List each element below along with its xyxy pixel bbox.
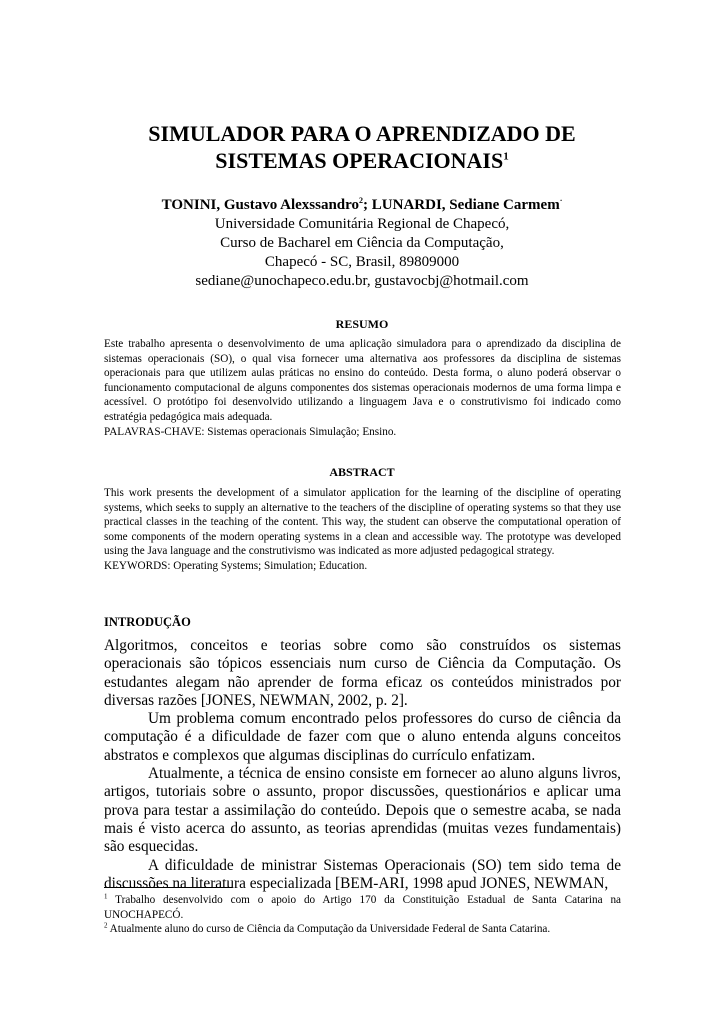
intro-paragraph-4: A dificuldade de ministrar Sistemas Operacionais (SO) tem sido tema de discussões na literatura especializada [BEM-ARI, 1998 apud JONES, NEWMAN, (104, 856, 621, 892)
resumo-text: Este trabalho apresenta o desenvolvimento de uma aplicação simuladora para o aprendizado da disciplina de sistemas operacionais (SO), o qual visa fornecer uma alternativa aos professores da disciplina de sistemas operacionais para que utilizem aulas práticas no ensino do conteúdo. Desta forma, o aluno poderá observar o funcionamento computacional de alguns componentes dos sistemas operacionais modernos de uma forma limpa e acessível. O protótipo foi desenvolvido utilizando a linguagem Java e o construtivismo foi indicado como estratégia pedagógica mais adequada. (104, 338, 621, 423)
location: Chapecó - SC, Brasil, 89809000 (264, 254, 460, 270)
author-2-mark: · (559, 196, 563, 205)
abstract-heading: ABSTRACT (329, 465, 395, 479)
abstract-text: This work presents the development of a simulator application for the learning of the discipline of operating systems, which seeks to supply an alternative to the teachers of the discipline of operating systems so that they use practical classes in the teaching of the content. This way, the student can observe the computational operation of some components of the modern operating systems in a clean and accessible way. The prototype was developed using the Java language and the construtivismo was indicated as more adjusted pedagogical strategy. (104, 487, 621, 558)
footnote-1-text: Trabalho desenvolvido com o apoio do Artigo 170 da Constituição Estadual de Santa Catarina na UNOCHAPECÓ. (104, 894, 621, 921)
title-line-1: SIMULADOR PARA O APRENDIZADO DE (148, 121, 576, 146)
resumo-keywords: PALAVRAS-CHAVE: Sistemas operacionais Simulação; Ensino. (104, 425, 397, 438)
paper-title (100, 120, 624, 174)
author-1-mark: 2 (359, 196, 364, 205)
author-2: ; LUNARDI, Sediane Carmem (363, 197, 560, 213)
intro-paragraph-2: Um problema comum encontrado pelos professores do curso de ciência da computação é a dificuldade de fazer com que o aluno entenda alguns conceitos abstratos e complexos que algumas disciplinas do currículo enfatizam. (104, 710, 621, 764)
introducao-heading: INTRODUÇÃO (104, 615, 191, 629)
footnote-2-mark: 2 (104, 921, 108, 930)
intro-paragraph-1: Algoritmos, conceitos e teorias sobre como são construídos os sistemas operacionais são tópicos essenciais num curso de Ciência da Computação. Os estudantes alegam não aprender de forma eficaz os conteúdos ministrados por diversas razões [JONES, NEWMAN, 2002, p. 2]. (104, 637, 621, 709)
resumo-section (104, 337, 621, 439)
author-1: TONINI, Gustavo Alexssandro (161, 197, 360, 213)
intro-paragraph-3: Atualmente, a técnica de ensino consiste em fornecer ao aluno alguns livros, artigos, tutoriais sobre o assunto, propor discussões, questionários e aplicar uma prova para testar a assimilação do conteúdo. Depois que o semestre acaba, se nada mais é visto acerca do assunto, as teorias aprendidas (muitas vezes fundamentais) são esquecidas. (104, 765, 621, 856)
footnote-1-mark: 1 (104, 892, 108, 901)
title-line-2 (100, 147, 624, 174)
author-block (100, 196, 624, 291)
emails: sediane@unochapeco.edu.br, gustavocbj@hotmail.com (195, 273, 529, 289)
footnote-2 (104, 922, 621, 937)
abstract-keywords: KEYWORDS: Operating Systems; Simulation; Education. (104, 559, 368, 572)
footnote-2-text: Atualmente aluno do curso de Ciência da Computação da Universidade Federal de Santa Catarina. (107, 923, 551, 935)
affiliation: Universidade Comunitária Regional de Chapecó, (214, 216, 510, 232)
footnotes (104, 893, 621, 937)
title-line-2-text: SISTEMAS OPERACIONAIS (215, 148, 504, 173)
footnote-divider (104, 887, 232, 888)
course: Curso de Bacharel em Ciência da Computação, (220, 235, 504, 251)
footnote-1 (104, 893, 621, 922)
author-names (100, 196, 624, 215)
resumo-heading: RESUMO (335, 317, 389, 331)
abstract-section (104, 486, 621, 574)
introducao-body (104, 637, 621, 893)
title-footnote-mark: 1 (503, 150, 509, 163)
